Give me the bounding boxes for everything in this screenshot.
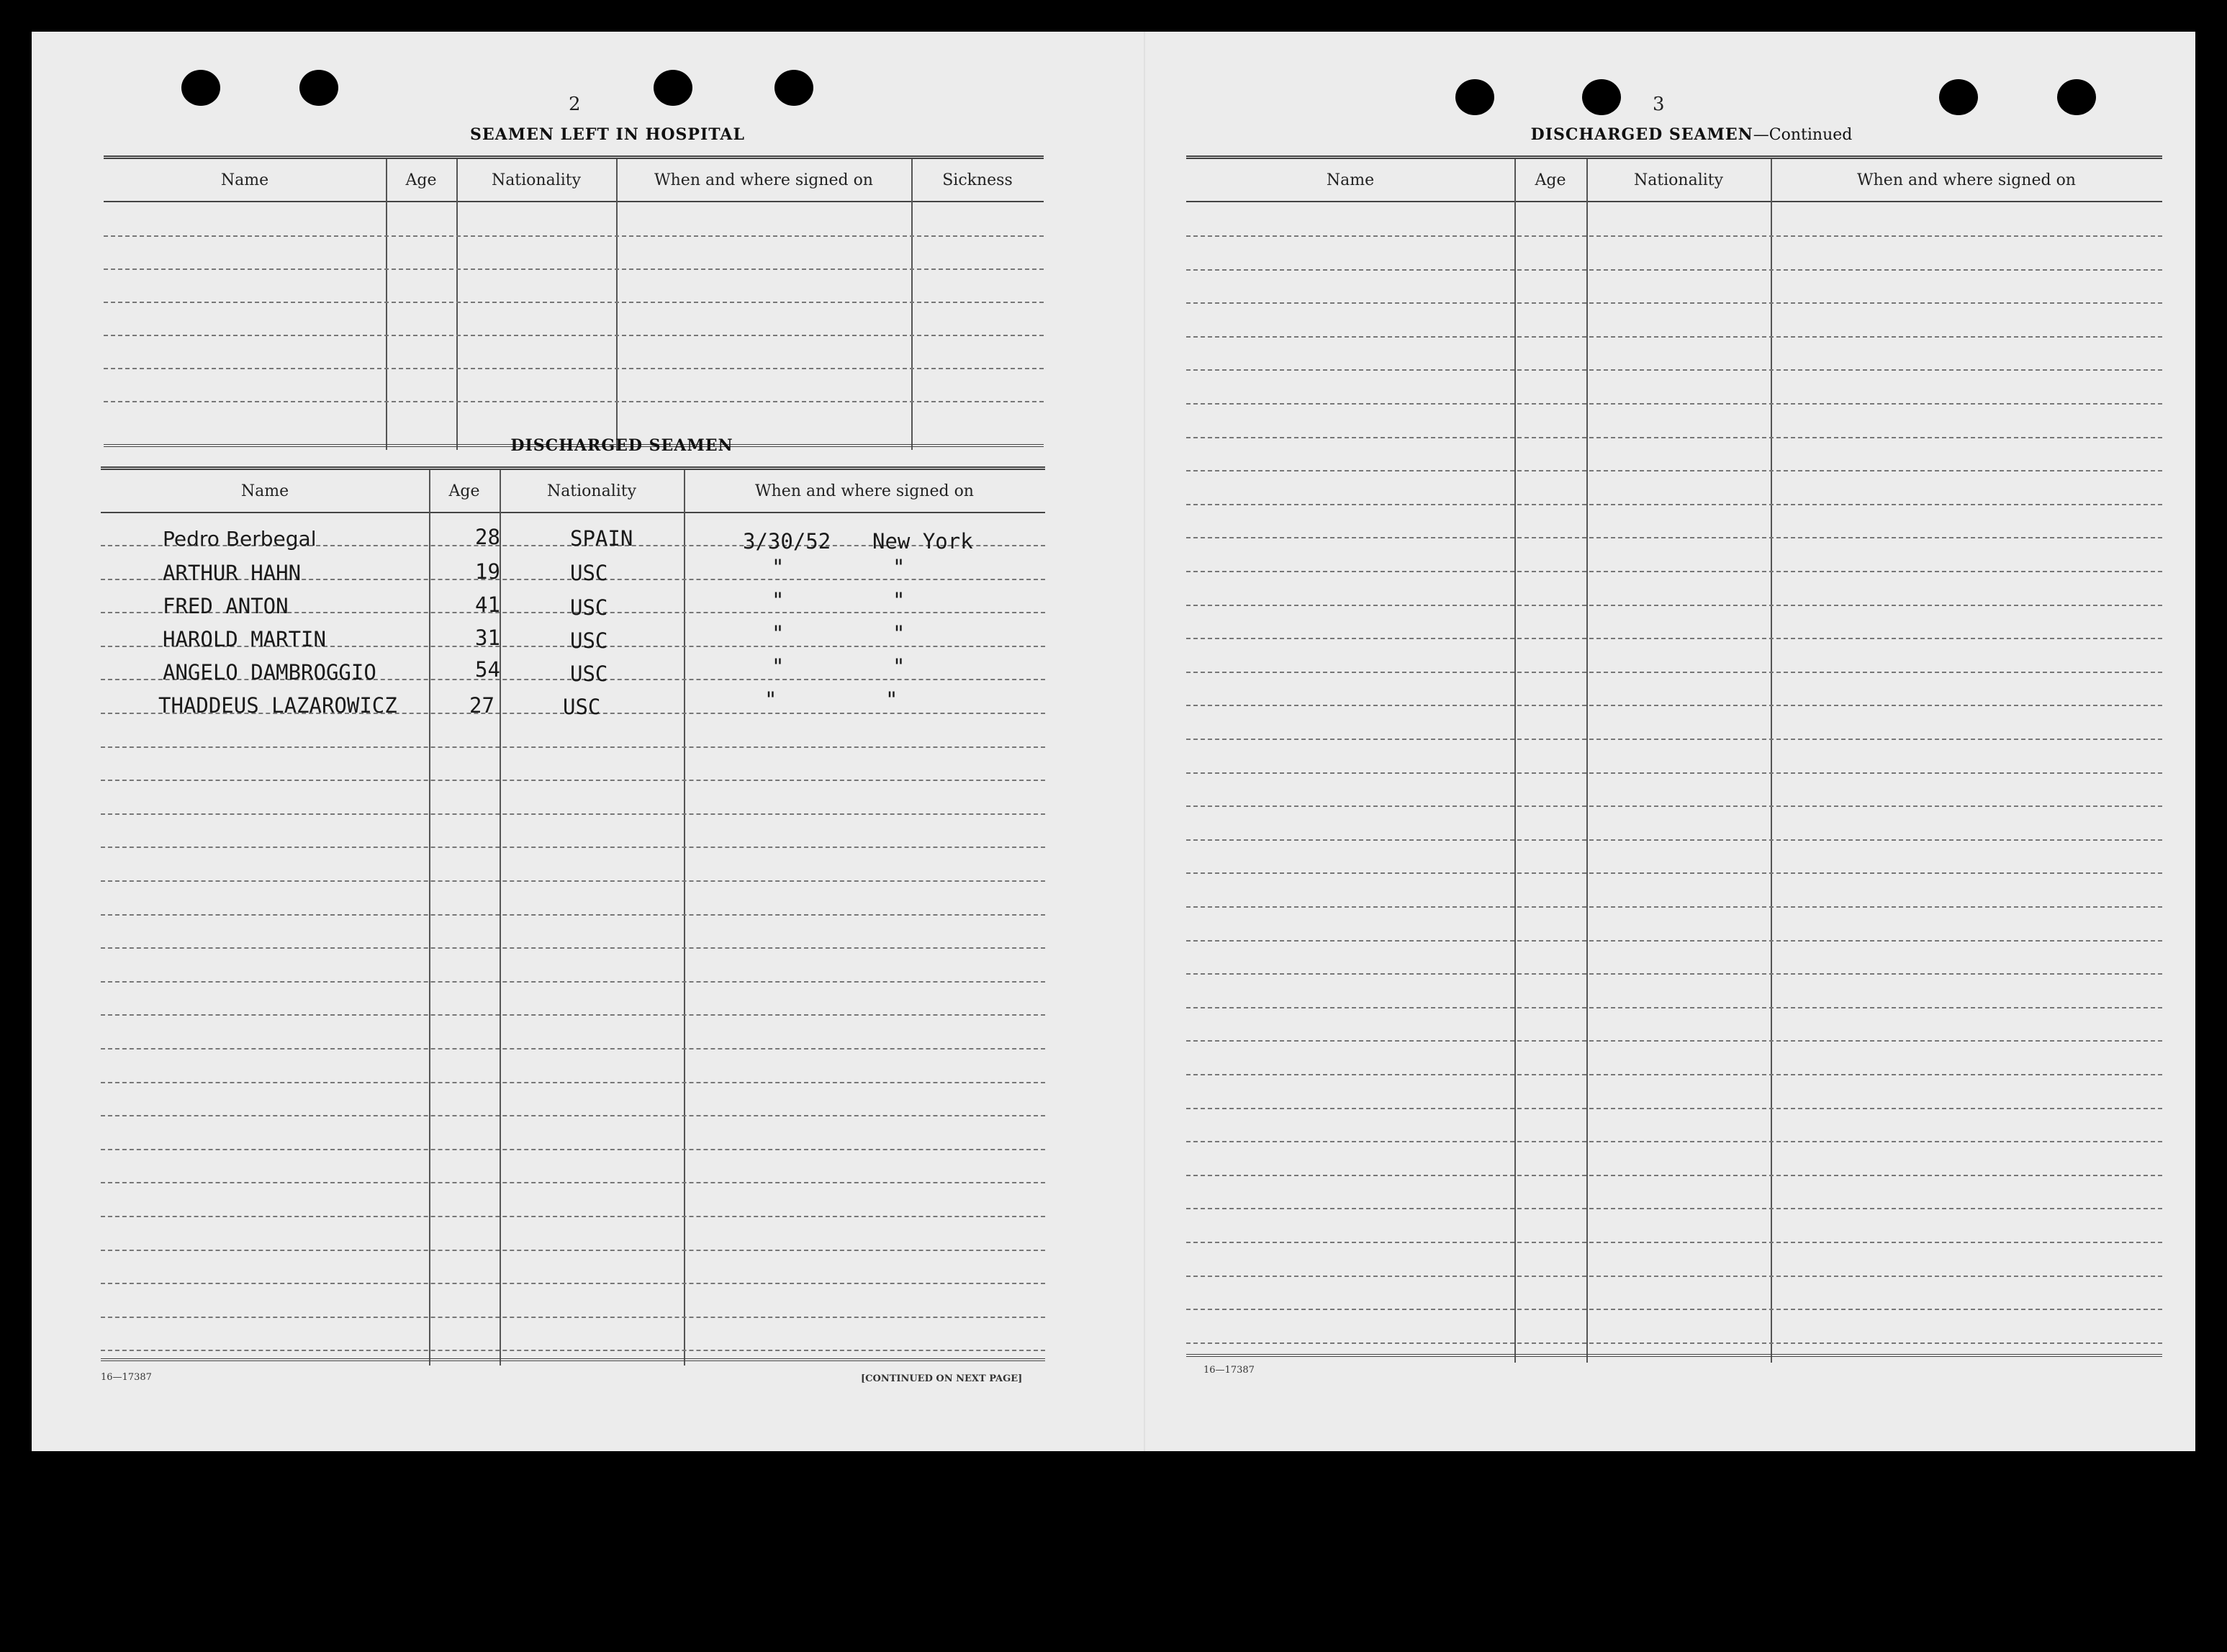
column-divider <box>684 470 685 1366</box>
row-rule <box>101 1350 1045 1351</box>
col-header-nationality: Nationality <box>1633 171 1724 189</box>
page-number-right: 3 <box>1653 94 1665 115</box>
row-rule <box>1186 1108 2162 1109</box>
page-fold <box>1144 32 1145 1451</box>
row-rule <box>101 1182 1045 1183</box>
signed-on-place: " <box>893 621 905 646</box>
column-divider <box>616 159 618 450</box>
seaman-nationality: USC <box>563 695 601 719</box>
row-rule <box>1186 705 2162 706</box>
row-rule <box>1186 872 2162 874</box>
row-rule <box>101 1149 1045 1150</box>
col-header-sickness: Sickness <box>942 171 1013 189</box>
column-divider <box>456 159 458 450</box>
row-rule <box>1186 940 2162 942</box>
row-rule <box>101 847 1045 848</box>
row-rule <box>101 780 1045 781</box>
col-header-nationality: Nationality <box>546 482 637 500</box>
row-rule <box>1186 269 2162 271</box>
punch-hole <box>1582 79 1621 115</box>
row-rule <box>101 1250 1045 1251</box>
row-rule <box>1186 638 2162 639</box>
row-rule <box>101 746 1045 748</box>
row-rule <box>1186 839 2162 841</box>
row-rule <box>1186 437 2162 438</box>
page-number-left: 2 <box>569 94 581 115</box>
row-rule <box>101 1082 1045 1083</box>
seaman-age: 19 <box>475 559 500 584</box>
seaman-name: ARTHUR HAHN <box>163 561 302 585</box>
seaman-name: HAROLD MARTIN <box>163 627 326 651</box>
seaman-name: ANGELO DAMBROGGIO <box>163 660 376 685</box>
col-header-age: Age <box>448 482 480 500</box>
row-rule <box>1186 369 2162 371</box>
column-divider <box>1586 159 1588 1363</box>
col-header-signed-on: When and where signed on <box>654 171 873 189</box>
discharged-table <box>101 466 1045 1366</box>
signed-on-date: " <box>772 621 785 646</box>
signed-on-date: " <box>772 588 785 613</box>
seaman-name: THADDEUS LAZAROWICZ <box>158 693 397 718</box>
discharged-continued-header <box>1186 159 2162 202</box>
document-sheet <box>32 32 2195 1451</box>
seaman-age: 31 <box>475 626 500 650</box>
row-rule <box>101 1115 1045 1116</box>
signed-on-date: " <box>764 687 777 712</box>
row-rule <box>101 1048 1045 1050</box>
row-rule <box>1186 1074 2162 1075</box>
seaman-age: 27 <box>469 693 494 718</box>
seaman-age: 28 <box>475 525 500 549</box>
signed-on-date: " <box>772 654 785 679</box>
punch-hole <box>181 70 220 106</box>
col-header-signed-on: When and where signed on <box>1857 171 2076 189</box>
punch-hole <box>654 70 692 106</box>
row-rule <box>1186 605 2162 606</box>
col-header-name: Name <box>1326 171 1375 189</box>
row-rule <box>1186 1242 2162 1243</box>
row-rule <box>1186 739 2162 740</box>
row-rule <box>1186 906 2162 908</box>
punch-hole <box>1939 79 1978 115</box>
seaman-age: 54 <box>475 657 500 682</box>
row-rule <box>104 401 1044 402</box>
row-rule <box>101 1216 1045 1217</box>
table-bottom-rule <box>1186 1354 2162 1357</box>
punch-hole <box>299 70 338 106</box>
seaman-nationality: SPAIN <box>570 526 633 551</box>
row-rule <box>1186 1309 2162 1310</box>
row-rule <box>1186 571 2162 572</box>
row-rule <box>101 947 1045 949</box>
row-rule <box>101 914 1045 916</box>
form-number-left: 16—17387 <box>101 1372 152 1383</box>
row-rule <box>1186 1141 2162 1142</box>
row-rule <box>1186 1040 2162 1042</box>
row-rule <box>101 1317 1045 1318</box>
discharged-continued-table <box>1186 155 2162 1363</box>
row-rule <box>1186 504 2162 505</box>
seaman-name: Pedro Berbegal <box>163 527 317 551</box>
column-divider <box>1771 159 1772 1363</box>
row-rule <box>104 368 1044 369</box>
signed-on-place: New York <box>872 529 973 554</box>
row-rule <box>1186 235 2162 237</box>
column-divider <box>1514 159 1516 1363</box>
signed-on-place: " <box>893 555 905 579</box>
seaman-nationality: USC <box>570 595 608 620</box>
hospital-table <box>104 155 1044 450</box>
form-number-right: 16—17387 <box>1203 1365 1255 1376</box>
row-rule <box>1186 672 2162 673</box>
row-rule <box>101 1014 1045 1016</box>
hospital-table-header <box>104 159 1044 202</box>
col-header-nationality: Nationality <box>491 171 582 189</box>
discharged-continued-title <box>1188 125 2195 144</box>
title-main: DISCHARGED SEAMEN <box>1530 125 1753 144</box>
row-rule <box>1186 1342 2162 1344</box>
row-rule <box>1186 1175 2162 1176</box>
discharged-table-header <box>101 470 1045 513</box>
hospital-section-title: SEAMEN LEFT IN HOSPITAL <box>470 125 745 144</box>
column-divider <box>386 159 387 450</box>
column-divider <box>911 159 913 450</box>
discharged-section-title: DISCHARGED SEAMEN <box>510 436 733 455</box>
punch-hole <box>774 70 813 106</box>
row-rule <box>101 813 1045 815</box>
signed-on-place: " <box>893 654 905 679</box>
signed-on-place: " <box>893 588 905 613</box>
seaman-age: 41 <box>475 592 500 617</box>
row-rule <box>1186 772 2162 774</box>
col-header-name: Name <box>220 171 269 189</box>
seaman-nationality: USC <box>570 628 608 653</box>
row-rule <box>1186 973 2162 975</box>
row-rule <box>104 235 1044 237</box>
row-rule <box>1186 470 2162 471</box>
table-bottom-rule <box>101 1358 1045 1361</box>
row-rule <box>1186 302 2162 304</box>
col-header-name: Name <box>240 482 289 500</box>
column-divider <box>429 470 430 1366</box>
signed-on-date: 3/30/52 <box>743 529 831 554</box>
row-rule <box>101 1283 1045 1284</box>
row-rule <box>1186 1208 2162 1209</box>
row-rule <box>1186 1007 2162 1008</box>
col-header-age: Age <box>1535 171 1566 189</box>
continued-note: [CONTINUED ON NEXT PAGE] <box>861 1373 1023 1384</box>
seaman-nationality: USC <box>570 561 608 585</box>
row-rule <box>104 268 1044 270</box>
col-header-age: Age <box>405 171 437 189</box>
signed-on-date: " <box>772 555 785 579</box>
row-rule <box>1186 1276 2162 1277</box>
row-rule <box>1186 336 2162 338</box>
seaman-name: FRED ANTON <box>163 594 289 618</box>
punch-hole <box>1455 79 1494 115</box>
punch-hole <box>2057 79 2096 115</box>
row-rule <box>104 335 1044 336</box>
signed-on-place: " <box>885 687 898 712</box>
row-rule <box>1186 537 2162 538</box>
row-rule <box>101 981 1045 983</box>
title-suffix: —Continued <box>1753 126 1853 144</box>
row-rule <box>101 880 1045 882</box>
row-rule <box>1186 805 2162 807</box>
col-header-signed-on: When and where signed on <box>755 482 974 500</box>
seaman-nationality: USC <box>570 662 608 686</box>
row-rule <box>104 302 1044 303</box>
row-rule <box>1186 403 2162 405</box>
